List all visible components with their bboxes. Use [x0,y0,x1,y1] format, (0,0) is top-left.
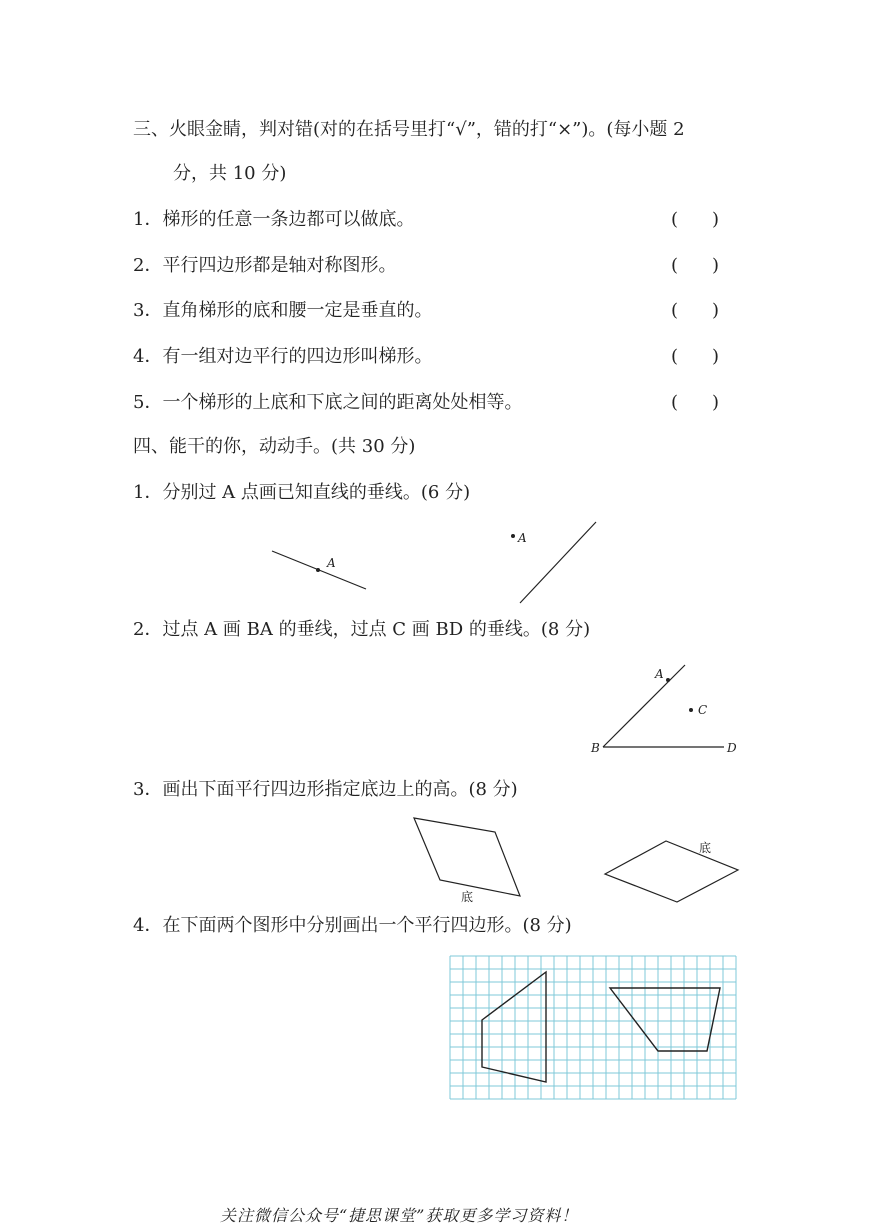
q1-figure-left[interactable] [272,551,366,589]
q3-text: 3．画出下面平行四边形指定底边上的高。(8 分) [133,779,518,800]
q4-text: 4．在下面两个图形中分别画出一个平行四边形。(8 分) [133,915,572,936]
paren-close: ) [712,392,720,413]
label-b: B [591,741,600,755]
label-a: A [327,556,336,570]
q4-grid[interactable] [450,956,736,1099]
paren-close: ) [712,209,720,230]
label-a: A [655,667,664,681]
paren-close: ) [712,346,720,367]
judge-item-2: 2．平行四边形都是轴对称图形。 [133,255,397,276]
label-d: D [727,741,737,755]
q2-angle-figure[interactable] [590,665,737,755]
point-a-dot [511,534,515,538]
point-a-dot [316,568,320,572]
point-c-dot [689,708,693,712]
q3-parallelogram-right[interactable] [605,840,738,902]
q4-shape-left[interactable] [482,972,546,1082]
footer-note: 关注微信公众号“捷思课堂”获取更多学习资料！ [220,1206,579,1225]
q1-figure-right[interactable] [511,522,596,603]
label-a: A [518,531,527,545]
section4-heading: 四、能干的你，动动手。(共 30 分) [133,436,416,457]
paren-open: ( [671,255,679,276]
base-label: 底 [699,841,712,855]
paren-open: ( [671,392,679,413]
judge-item-4: 4．有一组对边平行的四边形叫梯形。 [133,346,433,367]
paren-close: ) [712,255,720,276]
paren-open: ( [671,346,679,367]
judge-item-1: 1．梯形的任意一条边都可以做底。 [133,209,415,230]
paren-open: ( [671,300,679,321]
label-c: C [698,703,708,717]
base-label: 底 [461,890,474,904]
point-a-dot [666,678,670,682]
q1-text: 1．分别过 A 点画已知直线的垂线。(6 分) [133,482,471,503]
section3-heading-line1: 三、火眼金睛，判对错(对的在括号里打“√”，错的打“×”)。(每小题 2 [133,119,685,140]
judge-item-3: 3．直角梯形的底和腰一定是垂直的。 [133,300,433,321]
q2-text: 2．过点 A 画 BA 的垂线，过点 C 画 BD 的垂线。(8 分) [133,619,591,640]
judge-item-5: 5．一个梯形的上底和下底之间的距离处处相等。 [133,392,523,413]
paren-open: ( [671,209,679,230]
paren-close: ) [712,300,720,321]
section3-heading-line2: 分，共 10 分) [173,163,287,184]
q4-shape-right[interactable] [610,988,720,1051]
q3-parallelogram-left[interactable] [414,818,520,904]
